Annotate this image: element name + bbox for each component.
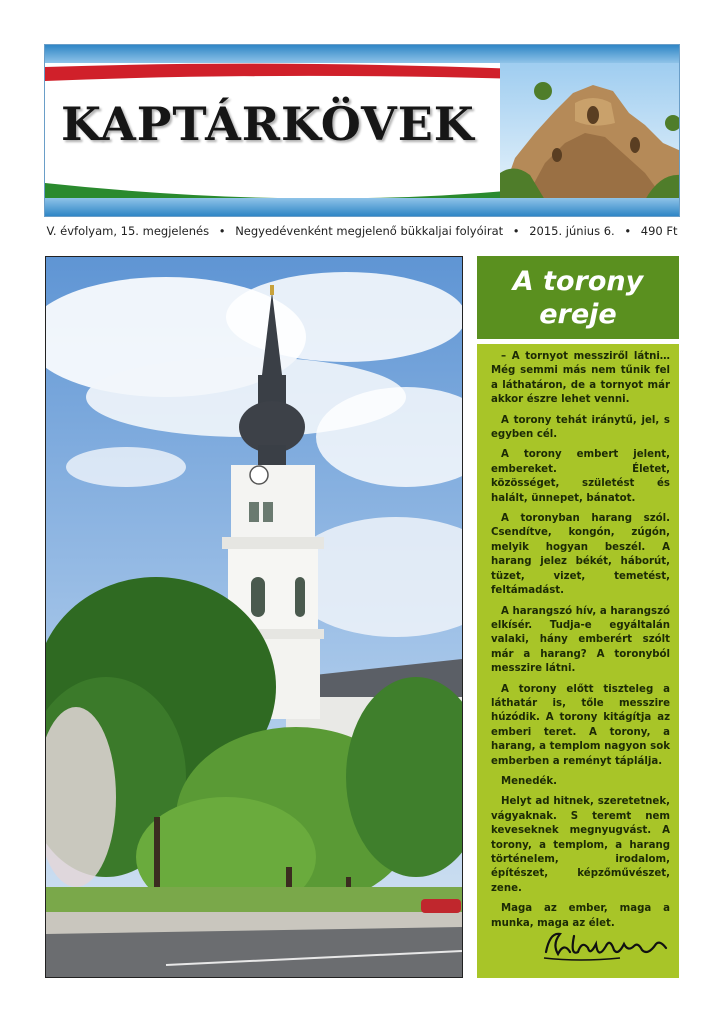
article-title-line1: A torony [512,265,644,297]
masthead-top-band [45,45,679,63]
article-paragraph: Maga az ember, maga a munka, maga az élet. [491,903,670,929]
article-paragraph: A torony tehát iránytű, jel, s egyben cél. [491,414,670,441]
price-text: 490 Ft [640,224,678,238]
author-signature [540,922,670,966]
separator: • [218,224,226,238]
issue-info-line [44,224,680,238]
article-paragraph: A torony előtt tiszteleg a láthatár is, tőle messzire húzódik. A torony kitágítja az emberi teret. A torony, a harang, a templom nagyon sok emberben a reményt táplálja. [491,683,670,767]
date-text: 2015. június 6. [529,224,615,238]
masthead [44,44,680,217]
article-paragraph: – A tornyot messziről látni… Még semmi más nem tűnik fel a láthatáron, de a tornyot már akkor észre lehet venni. [491,351,670,406]
separator: • [512,224,520,238]
cover-photo-church-tower [45,256,463,978]
volume-text: V. évfolyam, 15. megjelenés [46,224,210,238]
masthead-bottom-band [45,198,679,216]
article-paragraph: A torony embert jelent, embereket. Életet, közösséget, születést és halált, ünnepet, bánatot. [491,449,670,504]
article-paragraph: A toronyban harang szól. Csendítve, kongón, zúgón, melyik hogyan beszél. A harang jelez békét, háborút, tüzet, vizet, temetést, feltámadást. [491,513,670,597]
separator: • [624,224,632,238]
article-title-box [477,256,679,339]
article-paragraph: A harangszó hív, a harangszó elkísér. Tudja-e egyáltalán valaki, hány emberért szólt már a harang? A toronyból messzire látni. [491,605,670,675]
article-title-line2: ereje [539,298,617,330]
description-text: Negyedévenként megjelenő bükkaljai folyóirat [235,224,504,238]
masthead-title: KAPTÁRKÖVEK [61,97,475,151]
article-column [477,344,679,978]
article-paragraph: Helyt ad hitnek, szeretetnek, vágyaknak. S teremt nem keveseknek megnyugvást. A torony, a templom, a harang történelem, irodalom, építészet, képzőművészet, zene. [491,796,670,894]
article-paragraph: Menedék. [501,775,558,787]
